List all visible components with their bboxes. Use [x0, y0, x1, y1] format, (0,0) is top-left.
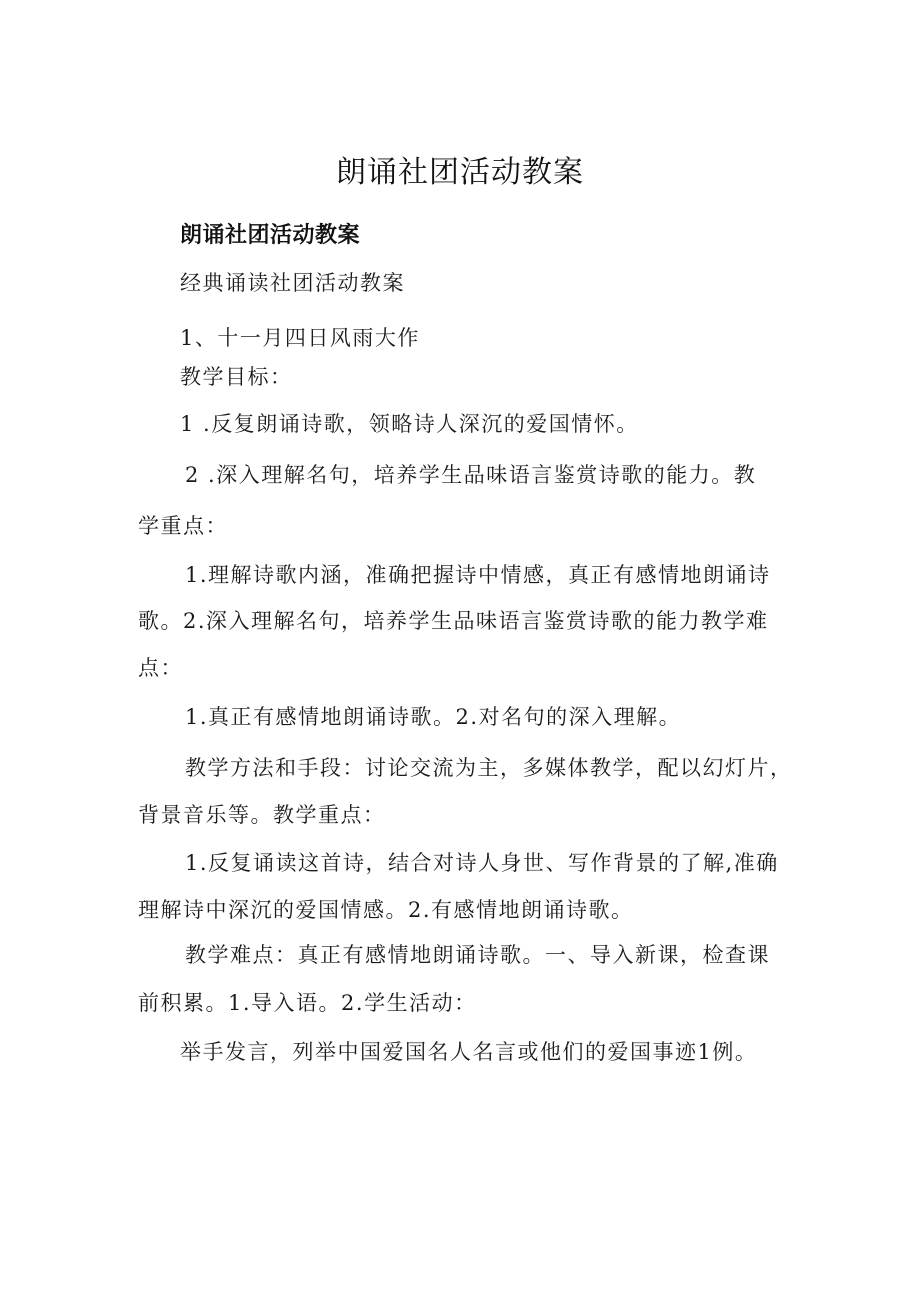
text-line: 2 .深入理解名句，培养学生品味语言鉴赏诗歌的能力。教: [185, 463, 757, 487]
text-line: 教学难点：真正有感情地朗诵诗歌。一、导入新课，检查课: [185, 943, 770, 967]
text-line: 1 .反复朗诵诗歌，领略诗人深沉的爱国情怀。: [180, 412, 639, 436]
text-line: 歌。2.深入理解名句，培养学生品味语言鉴赏诗歌的能力教学难: [138, 609, 769, 633]
text-line: 1.反复诵读这首诗，结合对诗人身世、写作背景的了解,准确: [185, 851, 779, 875]
text-line: 理解诗中深沉的爱国情感。2.有感情地朗诵诗歌。: [138, 898, 634, 922]
text-line: 前积累。1.导入语。2.学生活动：: [138, 991, 477, 1015]
text-line: 学重点：: [138, 514, 228, 538]
text-line: 1.理解诗歌内涵，准确把握诗中情感，真正有感情地朗诵诗: [185, 563, 771, 587]
document-subtitle: 朗诵社团活动教案: [180, 223, 361, 248]
text-line: 背景音乐等。教学重点：: [138, 803, 386, 827]
text-line: 1、十一月四日风雨大作: [180, 326, 420, 350]
text-line: 举手发言，列举中国爱国名人名言或他们的爱国事迹1例。: [180, 1040, 758, 1064]
text-line: 教学目标：: [180, 365, 293, 389]
text-line: 教学方法和手段：讨论交流为主，多媒体教学，配以幻灯片，: [185, 756, 793, 780]
text-line: 1.真正有感情地朗诵诗歌。2.对名句的深入理解。: [185, 705, 682, 729]
text-line: 经典诵读社团活动教案: [180, 271, 405, 295]
document-title: 朗诵社团活动教案: [336, 155, 584, 190]
text-line: 点：: [138, 656, 183, 680]
